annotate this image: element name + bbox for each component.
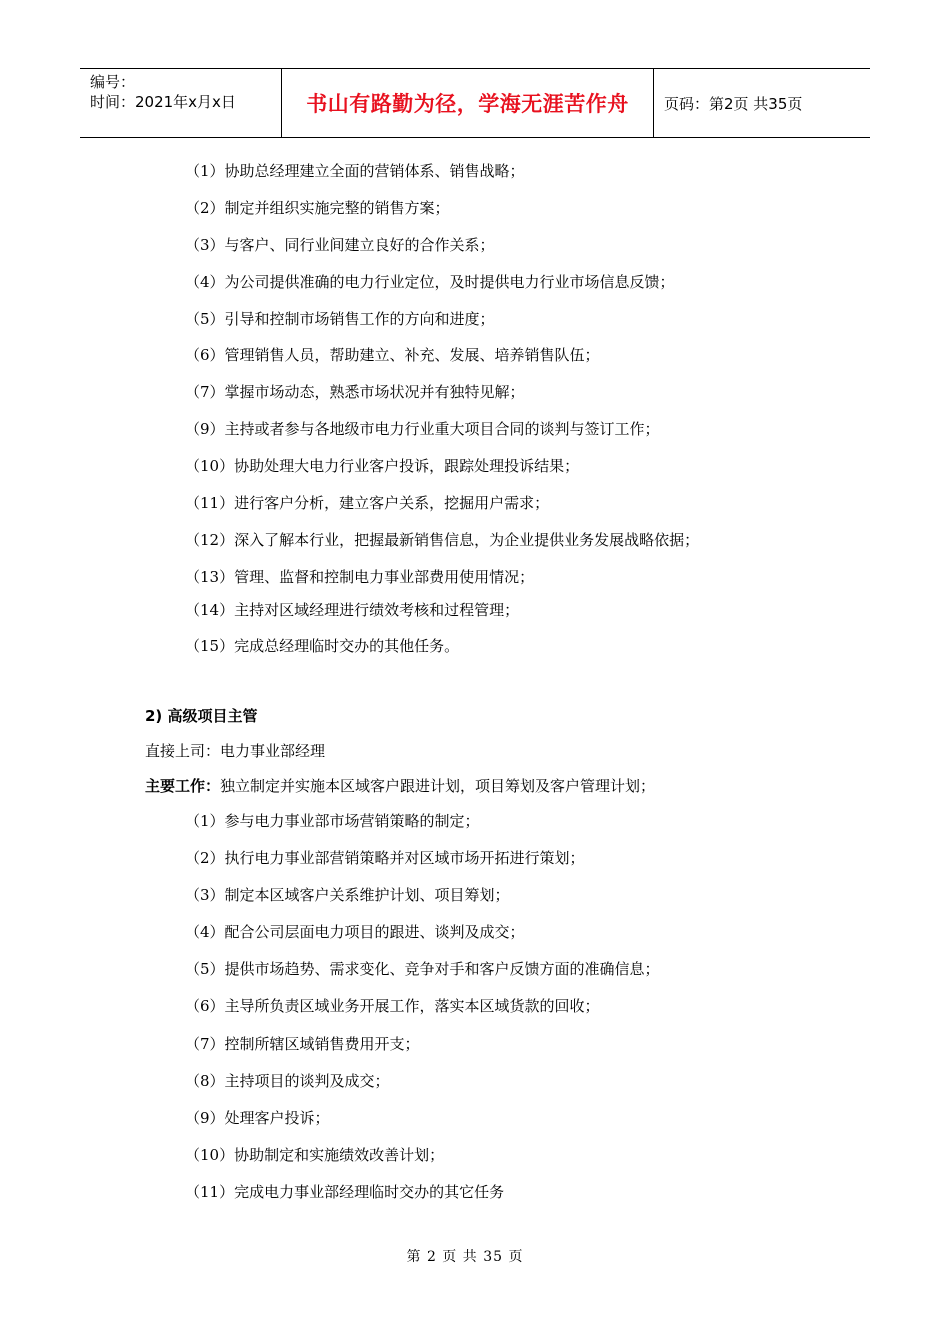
list-item: （13）管理、监督和控制电力事业部费用使用情况； (185, 568, 535, 586)
list-item: （5）引导和控制市场销售工作的方向和进度； (185, 310, 495, 328)
header-motto: 书山有路勤为径，学海无涯苦作舟 (281, 69, 654, 137)
supervisor-line: 直接上司：电力事业部经理 (145, 742, 326, 760)
list-item: （12）深入了解本行业，把握最新销售信息，为企业提供业务发展战略依据； (185, 531, 700, 549)
header-page-info: 页码：第2页 共35页 (664, 94, 803, 113)
list-item: （3）制定本区域客户关系维护计划、项目筹划； (185, 886, 510, 904)
list-item: （4）配合公司层面电力项目的跟进、谈判及成交； (185, 923, 525, 941)
list-item: （7）控制所辖区域销售费用开支； (185, 1035, 420, 1053)
page-header (80, 68, 870, 138)
list-item: （2）执行电力事业部营销策略并对区域市场开拓进行策划； (185, 849, 585, 867)
list-item: （11）进行客户分析，建立客户关系，挖掘用户需求； (185, 494, 550, 512)
list-item: （4）为公司提供准确的电力行业定位，及时提供电力行业市场信息反馈； (185, 273, 675, 291)
list-item: （14）主持对区域经理进行绩效考核和过程管理； (185, 601, 520, 619)
list-item: （9）主持或者参与各地级市电力行业重大项目合同的谈判与签订工作； (185, 420, 660, 438)
list-item: （10）协助制定和实施绩效改善计划； (185, 1146, 445, 1164)
list-item: （1）协助总经理建立全面的营销体系、销售战略； (185, 162, 525, 180)
header-meta (80, 69, 281, 137)
number-label: 编号： (90, 73, 136, 91)
list-item: （7）掌握市场动态，熟悉市场状况并有独特见解； (185, 383, 525, 401)
list-item: （6）管理销售人员，帮助建立、补充、发展、培养销售队伍； (185, 346, 600, 364)
list-item: （8）主持项目的谈判及成交； (185, 1072, 390, 1090)
list-item: （6）主导所负责区域业务开展工作，落实本区域货款的回收； (185, 997, 600, 1015)
main-work-label: 主要工作： (145, 777, 221, 795)
main-work-text: 独立制定并实施本区域客户跟进计划，项目筹划及客户管理计划； (220, 777, 656, 795)
list-item: （2）制定并组织实施完整的销售方案； (185, 199, 450, 217)
list-item: （5）提供市场趋势、需求变化、竞争对手和客户反馈方面的准确信息； (185, 960, 660, 978)
list-item: （3）与客户、同行业间建立良好的合作关系； (185, 236, 495, 254)
list-item: （15）完成总经理临时交办的其他任务。 (185, 637, 460, 655)
main-work-line (145, 776, 655, 796)
list-item: （1）参与电力事业部市场营销策略的制定； (185, 812, 480, 830)
list-item: （10）协助处理大电力行业客户投诉，跟踪处理投诉结果； (185, 457, 580, 475)
list-item: （11）完成电力事业部经理临时交办的其它任务 (185, 1183, 505, 1201)
page-footer: 第 2 页 共 35 页 (406, 1249, 524, 1265)
section-heading: 2) 高级项目主管 (145, 707, 258, 725)
list-item: （9）处理客户投诉； (185, 1109, 330, 1127)
date-label: 时间：2021年x月x日 (90, 93, 236, 111)
